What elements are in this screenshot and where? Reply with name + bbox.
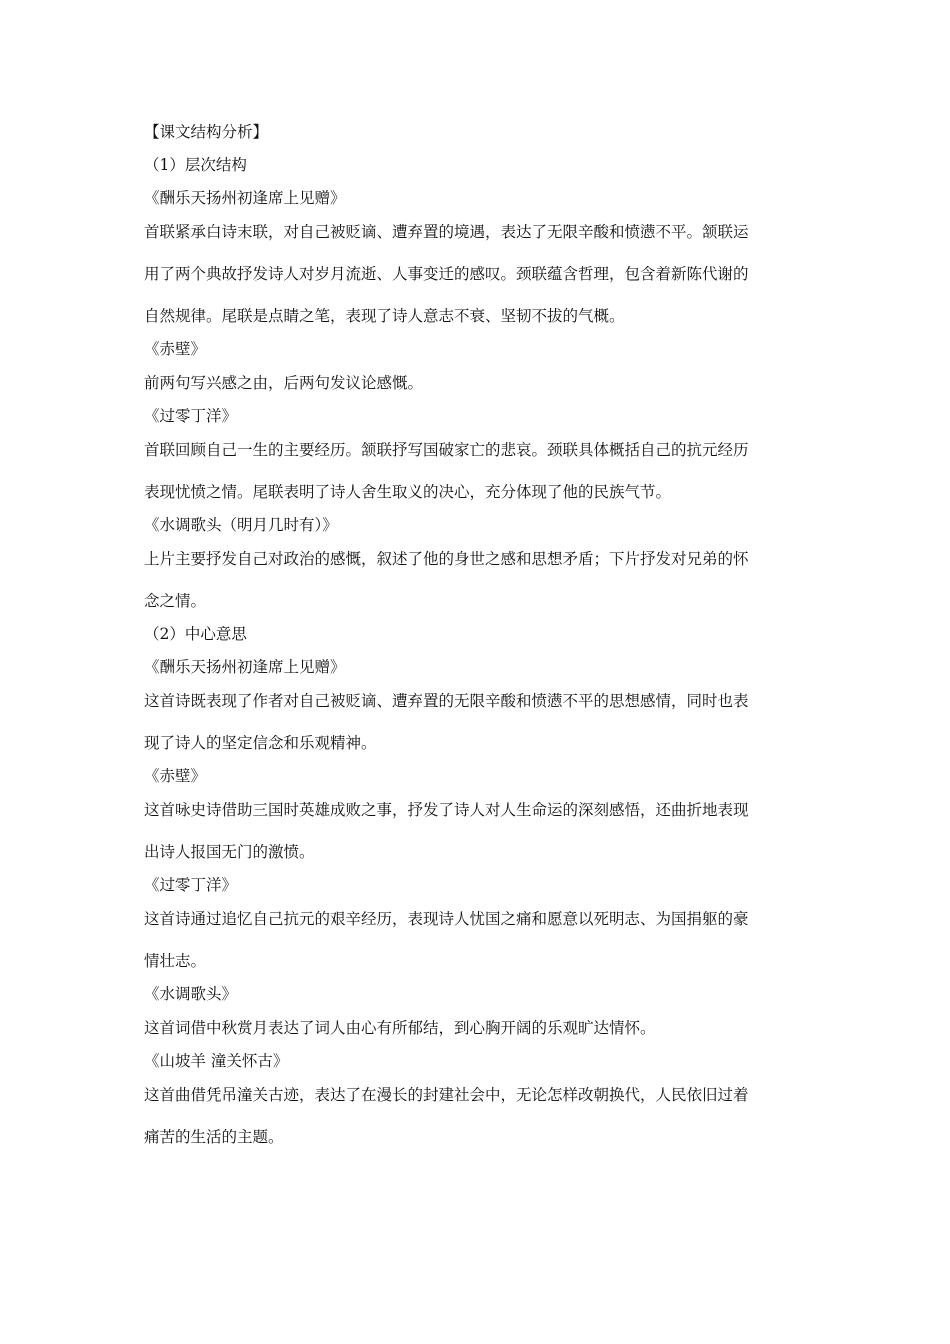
poem-title: 《赤壁》	[144, 340, 207, 358]
document-page	[144, 120, 812, 1149]
poem-title: 《过零丁洋》	[144, 407, 238, 425]
poem-title: 《赤壁》	[144, 767, 207, 785]
paragraph-line: 出诗人报国无门的激愤。	[144, 843, 315, 861]
paragraph-line: 自然规律。尾联是点睛之笔，表现了诗人意志不衰、坚韧不拔的气概。	[144, 307, 625, 325]
paragraph-line: 表现忧愤之情。尾联表明了诗人舍生取义的决心，充分体现了他的民族气节。	[144, 483, 672, 501]
paragraph-line: 这首诗通过追忆自己抗元的艰辛经历，表现诗人忧国之痛和愿意以死明志、为国捐躯的豪	[144, 910, 749, 928]
paragraph-line: 首联紧承白诗末联，对自己被贬谪、遭弃置的境遇，表达了无限辛酸和愤懑不平。颔联运	[144, 223, 749, 241]
analysis-paragraph	[144, 438, 812, 504]
paragraph-line: 这首词借中秋赏月表达了词人由心有所郁结，到心胸开阔的乐观旷达情怀。	[144, 1019, 656, 1037]
subsection-label-structure: （1）层次结构	[144, 156, 247, 174]
paragraph-line: 现了诗人的坚定信念和乐观精神。	[144, 734, 377, 752]
poem-title: 《过零丁洋》	[144, 876, 238, 894]
section-heading: 【课文结构分析】	[144, 123, 269, 141]
paragraph-line: 首联回顾自己一生的主要经历。颔联抒写国破家亡的悲哀。颈联具体概括自己的抗元经历	[144, 441, 749, 459]
theme-paragraph	[144, 798, 812, 864]
poem-title: 《水调歌头》	[144, 985, 238, 1003]
theme-paragraph	[144, 689, 812, 755]
theme-paragraph	[144, 1016, 812, 1040]
paragraph-line: 这首咏史诗借助三国时英雄成败之事，抒发了诗人对人生命运的深刻感悟，还曲折地表现	[144, 801, 749, 819]
analysis-paragraph	[144, 371, 812, 395]
theme-paragraph	[144, 907, 812, 973]
paragraph-line: 痛苦的生活的主题。	[144, 1128, 284, 1146]
paragraph-line: 上片主要抒发自己对政治的感慨，叙述了他的身世之感和思想矛盾；下片抒发对兄弟的怀	[144, 550, 749, 568]
analysis-paragraph	[144, 547, 812, 613]
subsection-label-theme: （2）中心意思	[144, 625, 247, 643]
theme-paragraph	[144, 1083, 812, 1149]
paragraph-line: 这首曲借凭吊潼关古迹，表达了在漫长的封建社会中，无论怎样改朝换代，人民依旧过着	[144, 1086, 749, 1104]
poem-title: 《山坡羊 潼关怀古》	[144, 1052, 289, 1070]
poem-title: 《酬乐天扬州初逢席上见赠》	[144, 658, 346, 676]
paragraph-line: 情壮志。	[144, 952, 207, 970]
poem-title: 《酬乐天扬州初逢席上见赠》	[144, 189, 346, 207]
paragraph-line: 这首诗既表现了作者对自己被贬谪、遭弃置的无限辛酸和愤懑不平的思想感情，同时也表	[144, 692, 749, 710]
analysis-paragraph	[144, 220, 812, 328]
poem-title: 《水调歌头（明月几时有）》	[144, 516, 338, 534]
paragraph-line: 用了两个典故抒发诗人对岁月流逝、人事变迁的感叹。颈联蕴含哲理，包含着新陈代谢的	[144, 265, 749, 283]
paragraph-line: 念之情。	[144, 592, 207, 610]
paragraph-line: 前两句写兴感之由，后两句发议论感慨。	[144, 374, 424, 392]
